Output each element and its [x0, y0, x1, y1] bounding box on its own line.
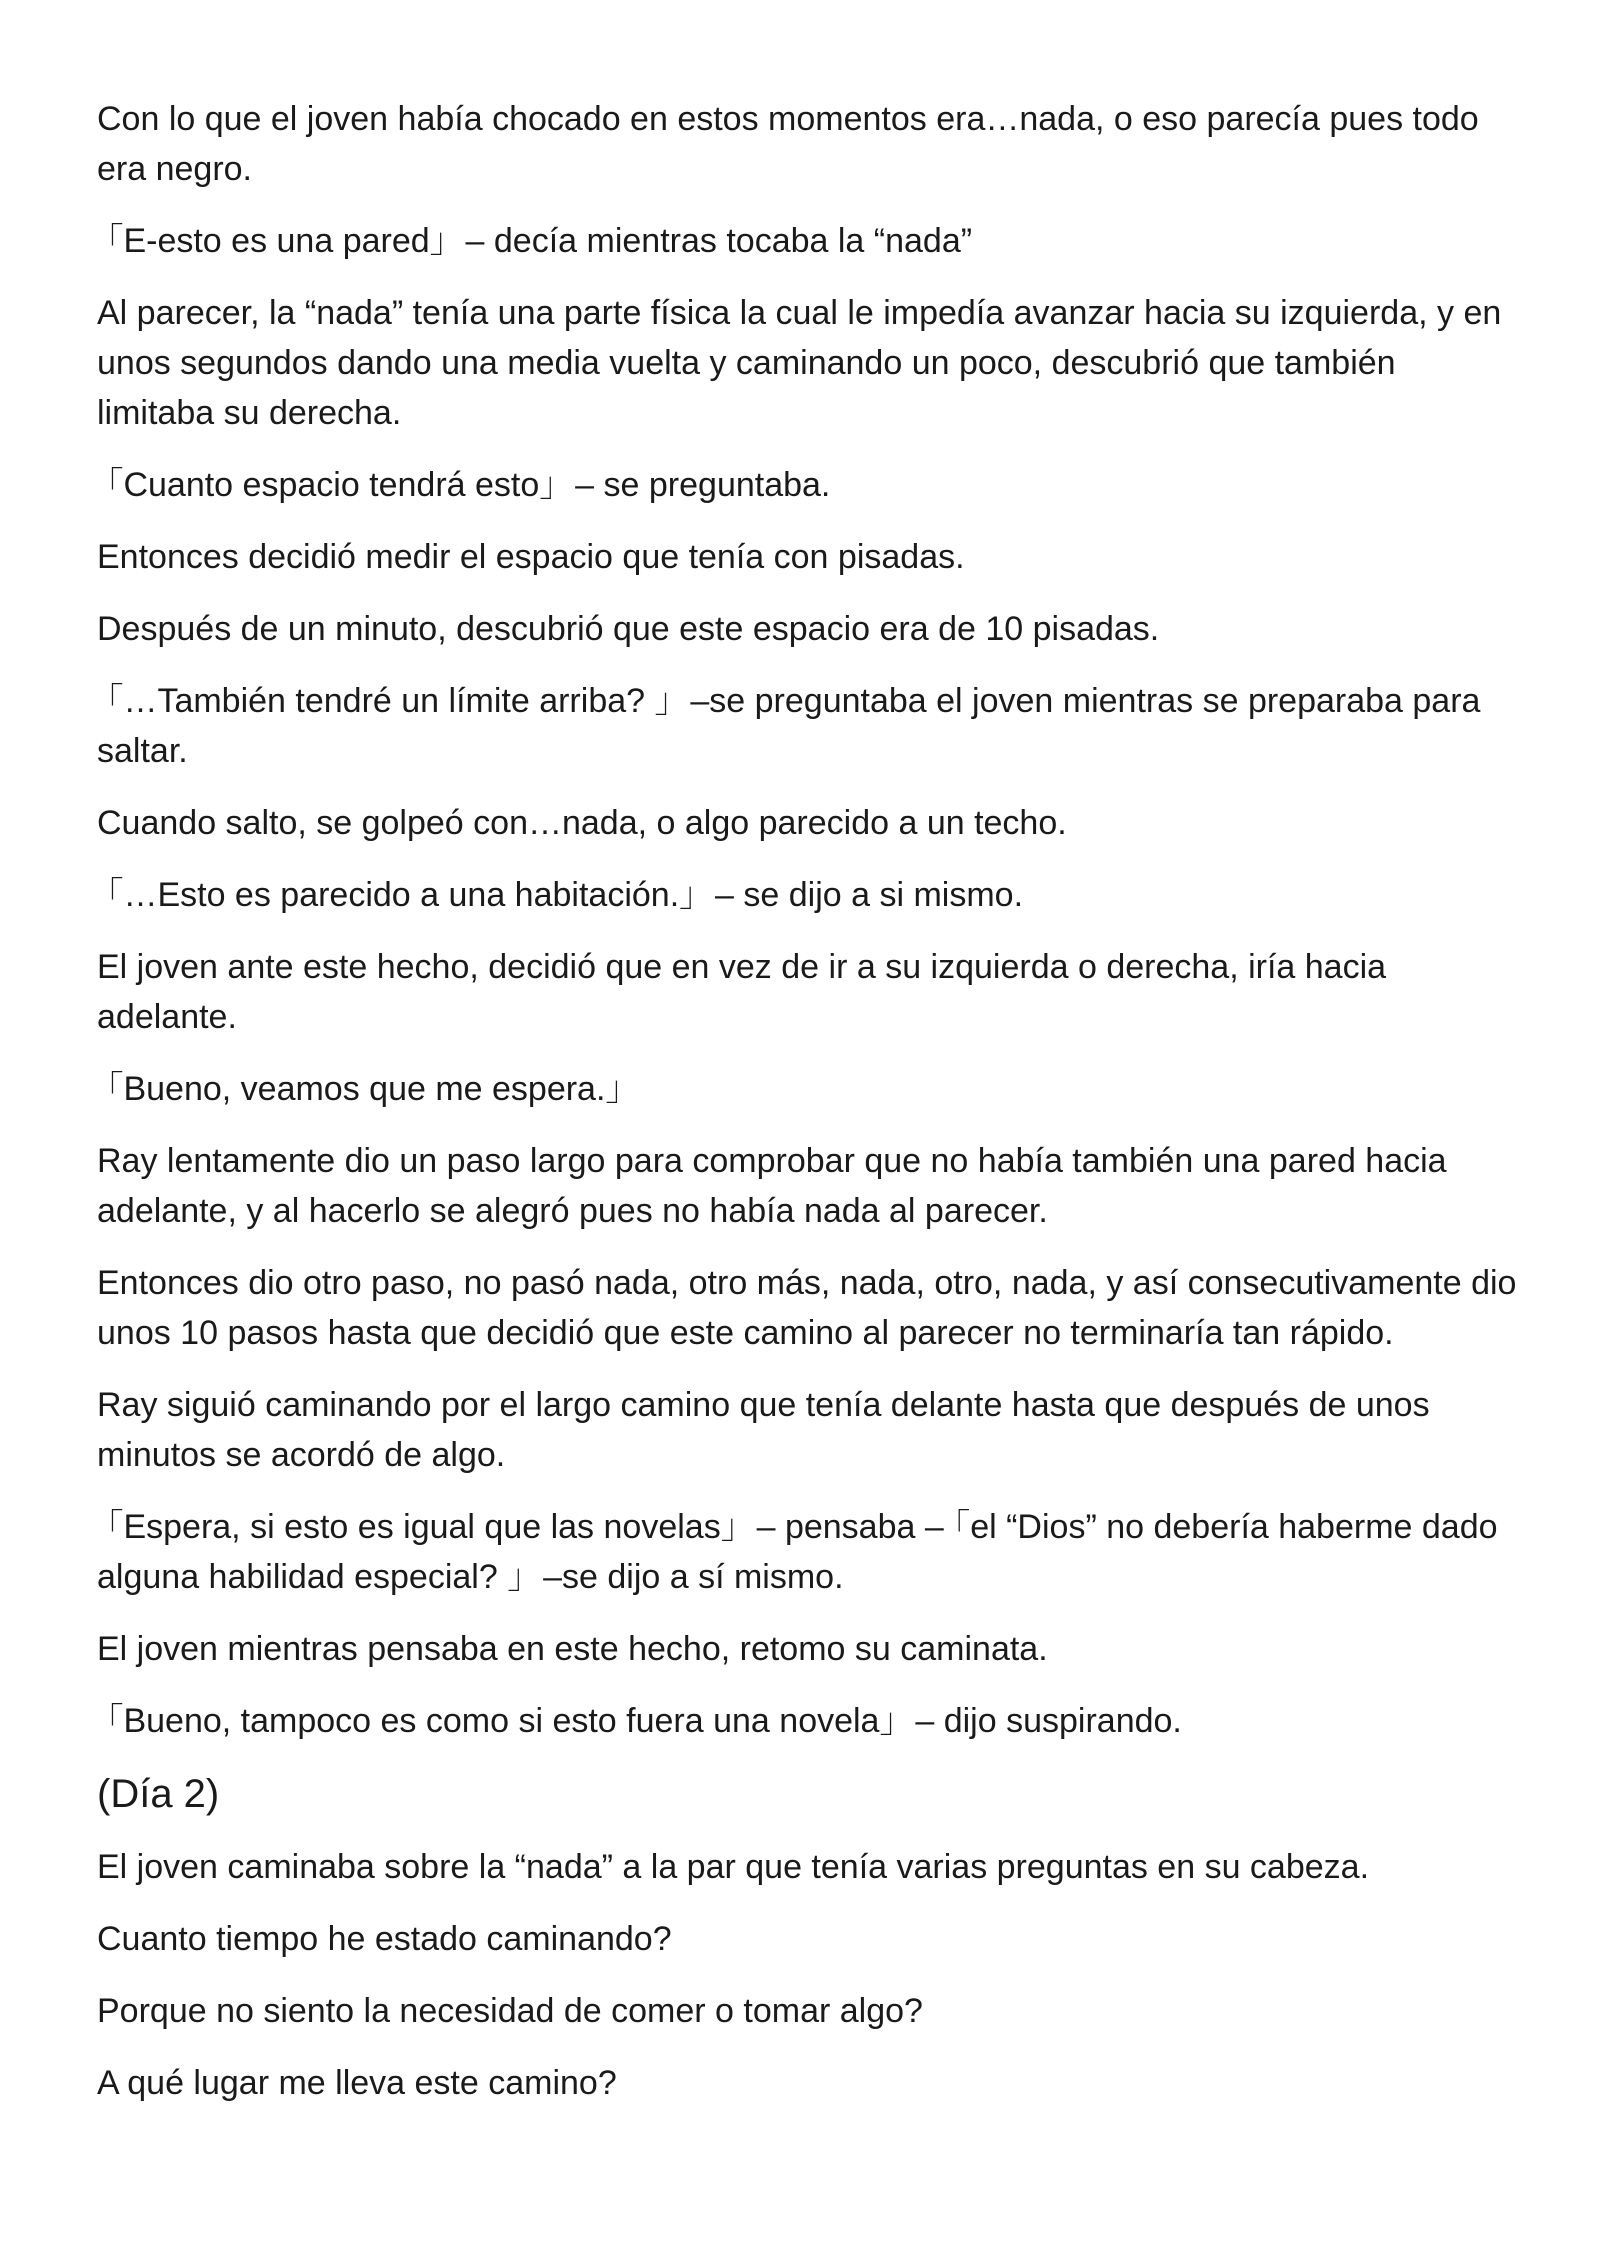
dialogue-paragraph: ｢Espera, si esto es igual que las novelas｣ – pensaba – ｢el “Dios” no debería haberme dado alguna habilidad especial? ｣ –se dijo a sí mismo. — [97, 1508, 1507, 1596]
paragraph: Al parecer, la “nada” tenía una parte física la cual le impedía avanzar hacia su izquierda, y en unos segundos dando una media vuelta y caminando un poco, descubrió que también limitaba su derecha. — [97, 294, 1511, 432]
question-paragraph: Porque no siento la necesidad de comer o tomar algo? — [97, 1992, 923, 2030]
paragraph: Con lo que el joven había chocado en estos momentos era…nada, o eso parecía pues todo era negro. — [97, 100, 1489, 188]
dialogue-paragraph: ｢…Esto es parecido a una habitación.｣ – se dijo a si mismo. — [97, 876, 1024, 914]
dialogue-paragraph: ｢Bueno, veamos que me espera.｣ — [97, 1070, 623, 1108]
paragraph: Ray siguió caminando por el largo camino que tenía delante hasta que después de unos minutos se acordó de algo. — [97, 1386, 1440, 1474]
question-paragraph: A qué lugar me lleva este camino? — [97, 2064, 617, 2102]
paragraph: Entonces decidió medir el espacio que tenía con pisadas. — [97, 538, 965, 576]
paragraph: Entonces dio otro paso, no pasó nada, otro más, nada, otro, nada, y así consecutivamente dio unos 10 pasos hasta que decidió que este camino al parecer no terminaría tan rápido. — [97, 1264, 1526, 1352]
dialogue-paragraph: ｢Bueno, tampoco es como si esto fuera una novela｣ – dijo suspirando. — [97, 1702, 1182, 1740]
question-paragraph: Cuanto tiempo he estado caminando? — [97, 1920, 672, 1958]
paragraph: El joven mientras pensaba en este hecho, retomo su caminata. — [97, 1630, 1048, 1668]
document-body — [97, 94, 1526, 2130]
paragraph: Después de un minuto, descubrió que este espacio era de 10 pisadas. — [97, 610, 1160, 648]
dialogue-paragraph: ｢E-esto es una pared｣ – decía mientras tocaba la “nada” — [97, 222, 973, 260]
section-heading: (Día 2) — [97, 1772, 220, 1816]
dialogue-paragraph: ｢Cuanto espacio tendrá esto｣ – se preguntaba. — [97, 466, 831, 504]
paragraph: El joven caminaba sobre la “nada” a la par que tenía varias preguntas en su cabeza. — [97, 1848, 1370, 1886]
dialogue-paragraph: ｢…También tendré un límite arriba? ｣ –se preguntaba el joven mientras se preparaba para saltar. — [97, 682, 1490, 770]
paragraph: El joven ante este hecho, decidió que en vez de ir a su izquierda o derecha, iría hacia adelante. — [97, 948, 1396, 1036]
paragraph: Cuando salto, se golpeó con…nada, o algo parecido a un techo. — [97, 804, 1067, 842]
paragraph: Ray lentamente dio un paso largo para comprobar que no había también una pared hacia adelante, y al hacerlo se alegró pues no había nada al parecer. — [97, 1142, 1457, 1230]
